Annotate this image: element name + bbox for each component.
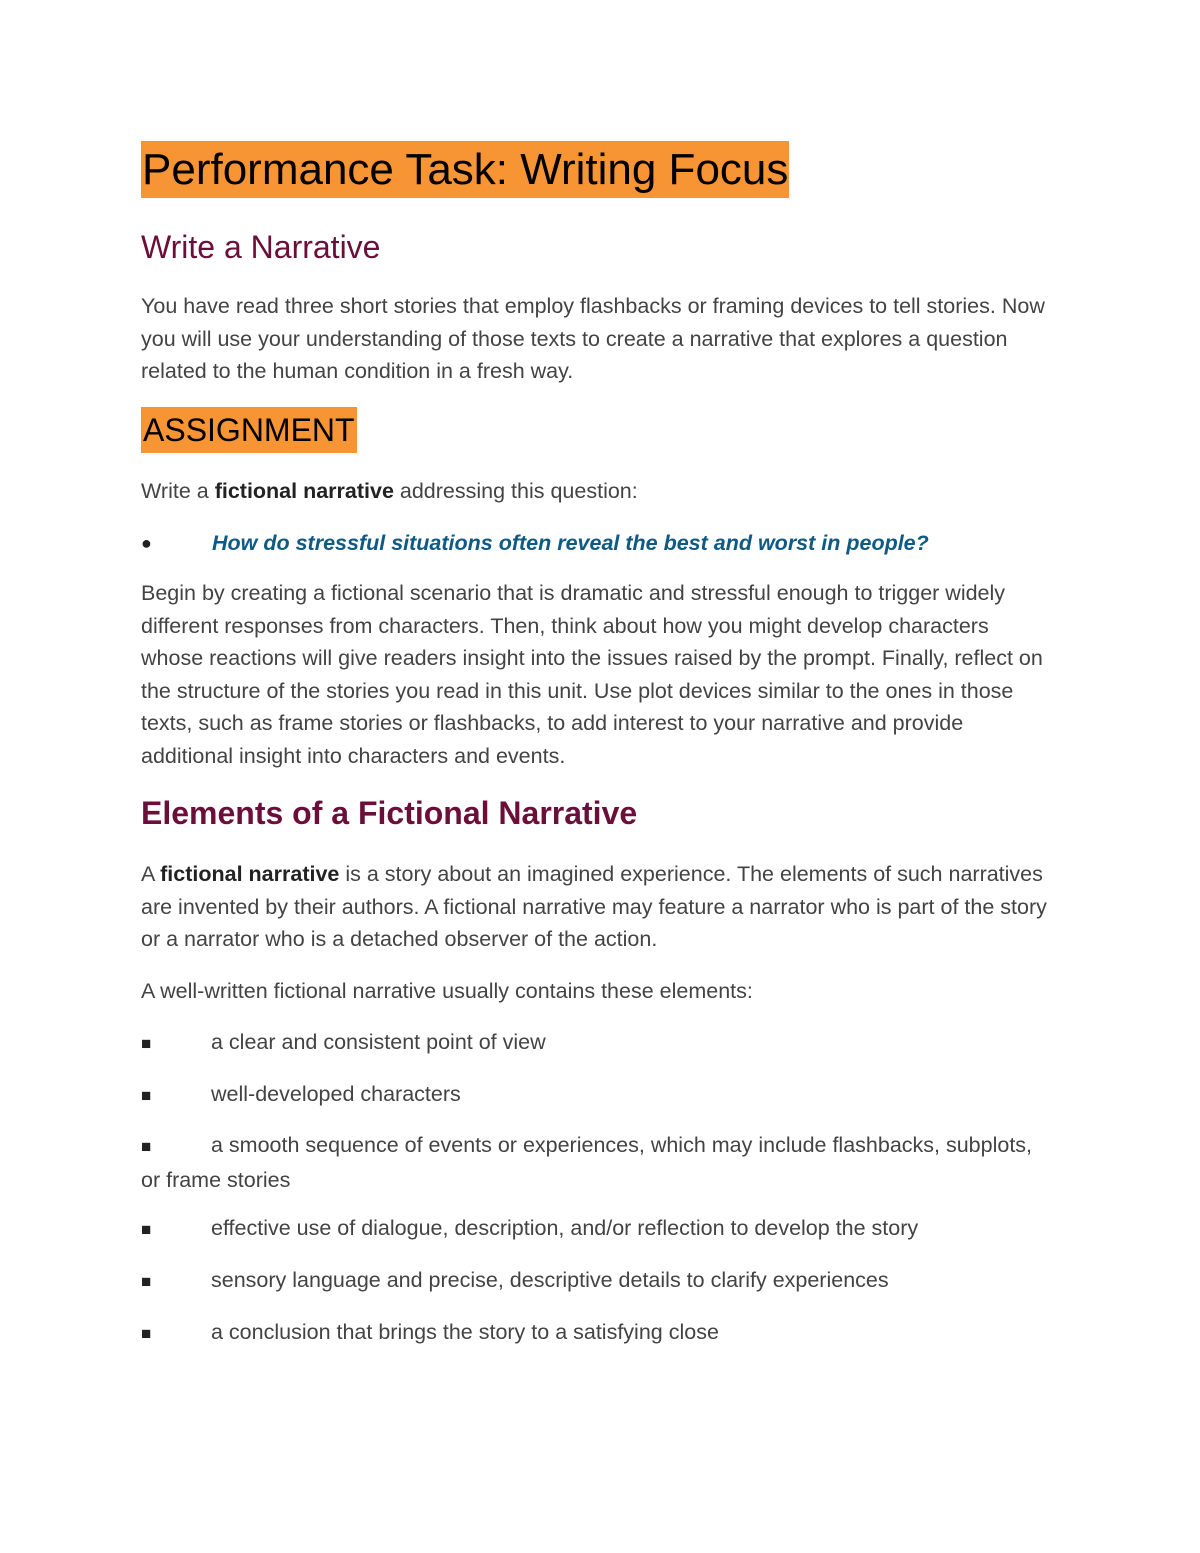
square-bullet-icon: ■ — [141, 1086, 152, 1105]
bullet-dot-icon: ● — [141, 533, 152, 553]
square-bullet-icon: ■ — [141, 1034, 152, 1053]
list-item-text: a conclusion that brings the story to a satisfying close — [211, 1320, 719, 1344]
assignment-heading: ASSIGNMENT — [141, 407, 357, 453]
prompt-question: How do stressful situations often reveal the best and worst in people? — [212, 531, 929, 555]
elements-intro: A well-written fictional narrative usually contains these elements: — [141, 979, 753, 1003]
assignment-suffix: addressing this question: — [393, 479, 638, 503]
definition-prefix: A — [141, 862, 161, 886]
assignment-paragraph — [141, 475, 1056, 508]
definition-paragraph — [141, 858, 1056, 956]
list-item — [141, 1264, 1056, 1299]
intro-paragraph: You have read three short stories that employ flashbacks or framing devices to tell stories. Now you will use your understanding of those texts to create a narrative that explores a question related to the human condition in a fresh way. — [141, 294, 1045, 383]
list-item — [141, 1316, 1056, 1351]
square-bullet-icon: ■ — [141, 1137, 152, 1156]
list-item-text: a clear and consistent point of view — [211, 1030, 546, 1054]
definition-suffix: is a story about an imagined experience. The elements of such narratives are invented by their authors. A fictional narrative may feature a narrator who is part of the story or a narrator who is a detached observer of the action. — [141, 862, 1047, 951]
list-item-text: a smooth sequence of events or experiences, which may include flashbacks, subplots, or frame stories — [141, 1133, 1033, 1192]
page-title: Performance Task: Writing Focus — [141, 141, 789, 198]
elements-heading: Elements of a Fictional Narrative — [141, 795, 638, 831]
list-item — [141, 1129, 1056, 1196]
list-item-text: effective use of dialogue, description, and/or reflection to develop the story — [211, 1216, 919, 1240]
subtitle: Write a Narrative — [141, 229, 381, 265]
list-item — [141, 1026, 1056, 1061]
list-item — [141, 1212, 1056, 1247]
list-item-text: well-developed characters — [211, 1082, 461, 1106]
list-item-text: sensory language and precise, descriptive details to clarify experiences — [211, 1268, 889, 1292]
square-bullet-icon: ■ — [141, 1272, 152, 1291]
assignment-prefix: Write a — [141, 479, 215, 503]
definition-bold-term: fictional narrative — [160, 862, 340, 886]
assignment-bold-term: fictional narrative — [214, 479, 394, 503]
square-bullet-icon: ■ — [141, 1220, 152, 1239]
body-paragraph: Begin by creating a fictional scenario that is dramatic and stressful enough to trigger widely different responses from characters. Then, think about how you might develop characters whose reactions will give readers insight into the issues raised by the prompt. Finally, reflect on the structure of the stories you read in this unit. Use plot devices similar to the ones in those texts, such as frame stories or flashbacks, to add interest to your narrative and provide additional insight into characters and events. — [141, 581, 1043, 768]
list-item — [141, 1078, 1056, 1113]
square-bullet-icon: ■ — [141, 1324, 152, 1343]
